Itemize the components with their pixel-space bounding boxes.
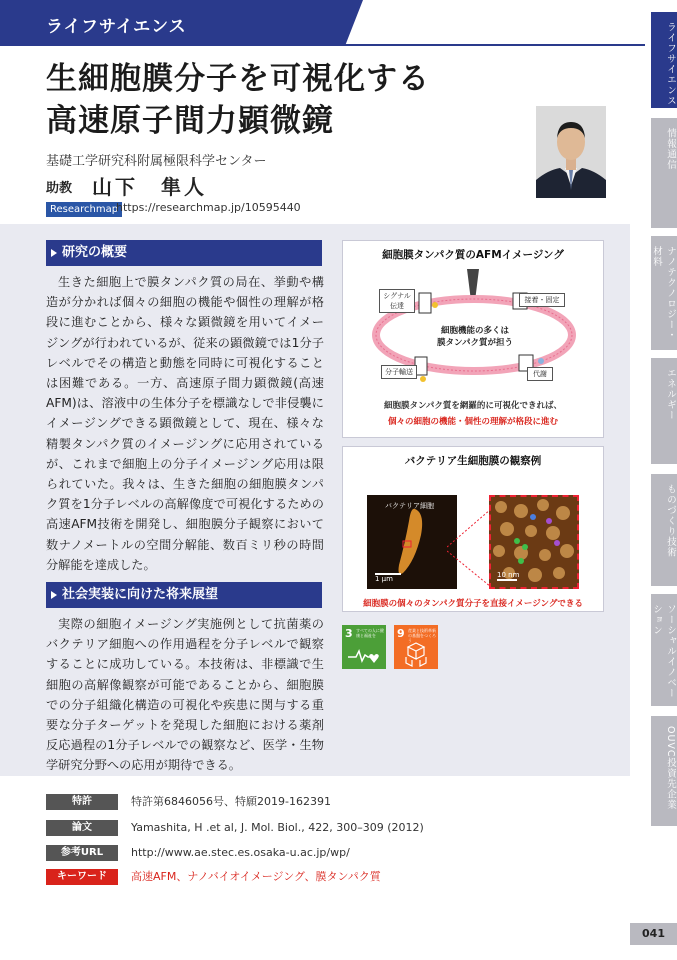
info-value-keywords: 高速AFM、ナノバイオイメージング、膜タンパク質 <box>131 870 381 883</box>
optical-image-label: バクテリア細胞 <box>385 502 434 510</box>
figure1-title: 細胞膜タンパク質のAFMイメージング <box>382 249 564 261</box>
researcher-photo <box>536 106 606 198</box>
zoom-lines <box>447 507 495 587</box>
side-tab-social-innovation[interactable]: ソーシャルイノベーション <box>651 594 677 706</box>
side-tab-manufacturing[interactable]: ものづくり技術 <box>651 474 677 586</box>
sdg-3-icon: 3 すべての人に健康と福祉を <box>342 625 386 669</box>
figure2-title: バクテリア生細胞膜の観察例 <box>404 455 542 467</box>
figure1-caption-1: 細胞膜タンパク質を網羅的に可視化できれば、 <box>384 401 562 411</box>
info-label-patent: 特許 <box>46 794 118 810</box>
label-transport: 分子輸送 <box>381 365 417 379</box>
page-number: 041 <box>630 923 677 945</box>
outlook-text: 実際の細胞イメージング実施例として抗菌薬のバクテリア細胞への作用過程を分子レベルで観察することに成功している。本技術は、非標識で生細胞の高解像観察が可能であることから、細胞膜での分子組織化構造の可視化や疾患に関与する重要な分子ターゲットを発現した細胞における薬剤反応過程の1分子レベルでの観察など、医学・生物学研究分野への応用が期待できる。 <box>46 617 324 773</box>
researchmap-badge: Researchmap <box>46 202 122 217</box>
label-metabolism: 代謝 <box>527 367 553 381</box>
scale-bar-left: 1 μm <box>375 575 393 583</box>
figure2-caption: 細胞膜の個々のタンパク質分子を直接イメージングできる <box>363 599 583 609</box>
role-label: 助教 <box>46 181 73 196</box>
overview-text: 生きた細胞上で膜タンパク質の局在、挙動や構造が分かれば個々の細胞の機能や個性の理解が格段に進むことから、様々な顕微鏡を用いてイメージングが行われているが、従来の顕微鏡では1分子レベルでその構造と動態を同時に可視化することは困難である。一方、高速原子間力顕微鏡(高速AFM)は、溶液中の生体分子を標識なしで非侵襲にイメージングできる顕微鏡として、現在、様々な精製タンパク質のイメージングに応用されているが、これまで細胞上の分子イメージング応用は限られていた。我々は、生きた細胞の細胞膜タンパク質を1分子レベルの高解像度で可視化するための高速AFM技術を開発し、細胞膜分子観察において数ナノメートルの空間分解能、数百ミリ秒の時間分解能を達成した。 <box>46 275 324 572</box>
info-value-url[interactable]: http://www.ae.stec.es.osaka-u.ac.jp/wp/ <box>131 846 350 859</box>
sdg-9-icon: 9 産業と技術革新の基盤をつくろう <box>394 625 438 669</box>
scale-bar-right: 10 nm <box>497 571 520 579</box>
info-value-patent: 特許第6846056号、特願2019-162391 <box>131 795 331 808</box>
title-line-1: 生細胞膜分子を可視化する <box>46 61 430 97</box>
department: 基礎工学研究科附属極限科学センター <box>46 154 267 169</box>
label-adhesion: 接着・固定 <box>519 293 565 307</box>
figure1-caption-2: 個々の細胞の機能・個性の理解が格段に進む <box>387 417 558 427</box>
outlook-heading: 社会実装に向けた将来展望 <box>46 582 322 608</box>
category-label: ライフサイエンス <box>46 17 187 37</box>
overview-heading: 研究の概要 <box>46 240 322 266</box>
figure-afm-imaging <box>342 240 604 438</box>
side-tab-energy[interactable]: エネルギー <box>651 358 677 464</box>
researcher-name: 山下 隼人 <box>92 175 207 199</box>
info-label-keywords: キーワード <box>46 869 118 885</box>
side-tab-ouvc[interactable]: OUVC投資先企業 <box>651 716 677 826</box>
page-title <box>46 58 430 142</box>
header-rule <box>345 44 645 46</box>
category-banner <box>0 0 345 46</box>
optical-image <box>367 495 457 589</box>
afm-image <box>489 495 579 589</box>
info-label-url: 参考URL <box>46 845 118 861</box>
researchmap-link[interactable]: https://researchmap.jp/10595440 <box>116 201 301 214</box>
label-signal: シグナル 伝達 <box>379 289 415 313</box>
side-tab-life-science[interactable]: ライフサイエンス <box>651 12 677 108</box>
figure-bacteria-observation <box>342 446 604 612</box>
info-value-paper: Yamashita, H .et al, J. Mol. Biol., 422, 300–309 (2012) <box>131 821 424 834</box>
title-line-2: 高速原子間力顕微鏡 <box>46 103 334 139</box>
center-text: 細胞機能の多くは 膜タンパク質が担う <box>437 326 513 348</box>
side-tab-nanotech[interactable]: ナノテクノロジー・材料 <box>651 236 677 350</box>
info-label-paper: 論文 <box>46 820 118 836</box>
side-tab-ict[interactable]: 情報通信 <box>651 118 677 228</box>
